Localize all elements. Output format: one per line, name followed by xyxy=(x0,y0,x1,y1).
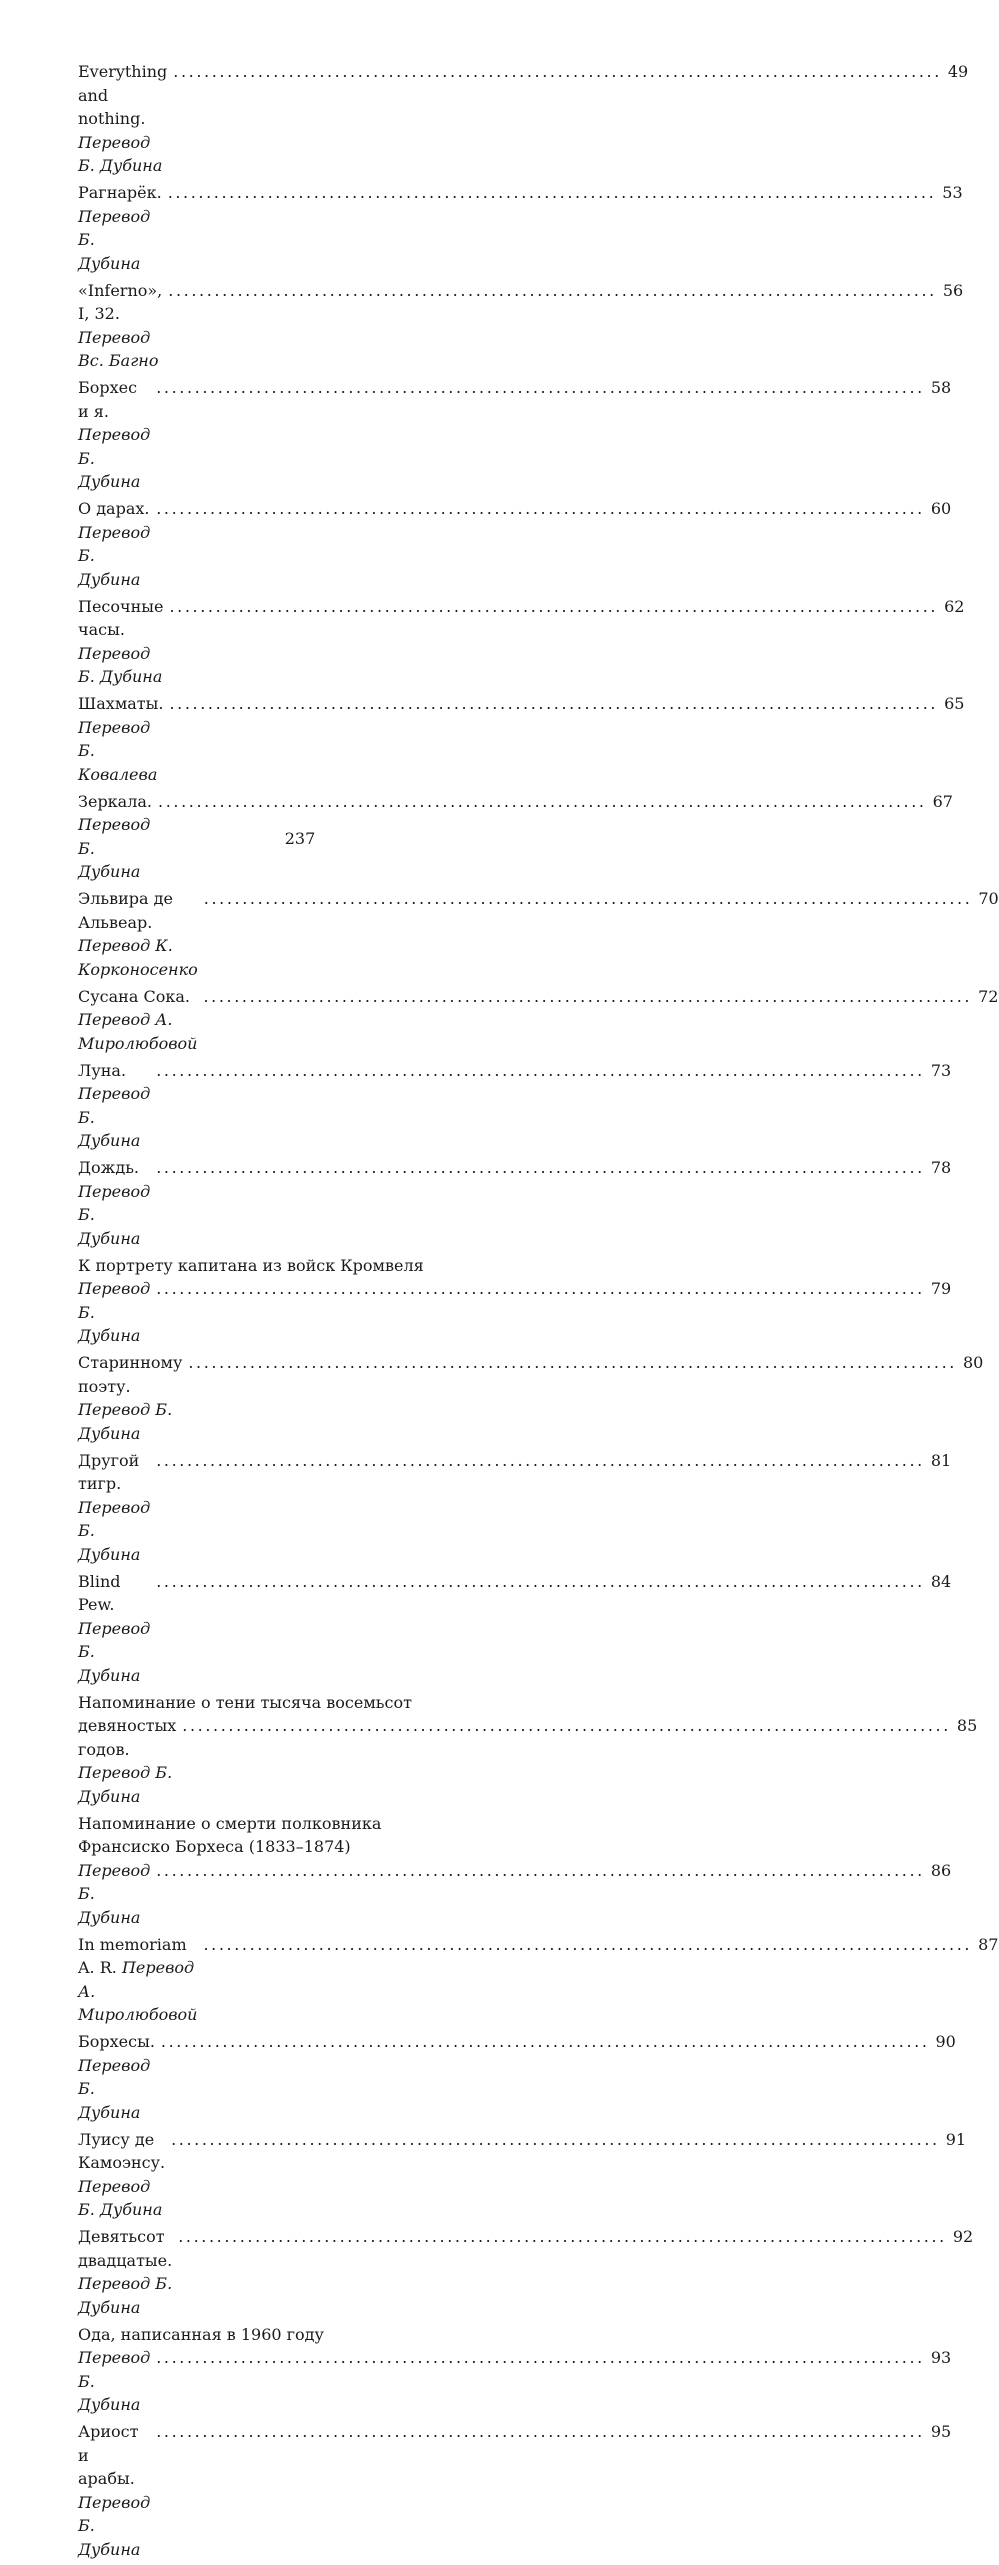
toc-entry-title: Эльвира де Альвеар. xyxy=(78,889,173,932)
toc-entry-title: Everything and nothing. xyxy=(78,62,168,128)
toc-entry-translator: Перевод Б. Дубина xyxy=(78,1860,151,1927)
dot-leader: .................................................................................................... xyxy=(169,596,939,616)
toc-entry-title: Песочные часы. xyxy=(78,596,164,639)
toc-entry-title: девяностых годов. xyxy=(78,1716,177,1759)
toc-entry-title: Зеркала. xyxy=(78,791,153,811)
toc-entry-page: 53 xyxy=(942,183,963,202)
dot-leader: .................................................................................................... xyxy=(203,986,973,1006)
toc-entry-page: 73 xyxy=(930,1060,952,1080)
toc-entry-translator: Перевод Б. Дубина xyxy=(78,132,163,175)
toc-entry-line xyxy=(78,595,965,689)
toc-entry-page: 58 xyxy=(930,378,952,397)
toc-entry-translator: Перевод Б. Дубина xyxy=(78,1497,151,1564)
table-of-contents xyxy=(78,60,999,2565)
toc-entry-title: Дождь. xyxy=(78,1158,140,1177)
toc-entry-translator: Перевод Б. Дубина xyxy=(78,1763,173,1806)
toc-entry-page: 70 xyxy=(978,889,999,908)
toc-entry-text xyxy=(78,376,150,494)
toc-entry-line xyxy=(78,692,965,786)
toc-entry xyxy=(78,2420,952,2561)
toc-entry-text xyxy=(78,181,162,275)
toc-entry xyxy=(78,1059,952,1153)
toc-entry-text xyxy=(78,1570,150,1688)
toc-entry xyxy=(78,2323,952,2417)
toc-entry-title: Шахматы. xyxy=(78,694,164,713)
toc-entry-page: 72 xyxy=(978,986,999,1006)
toc-entry-line xyxy=(78,2128,967,2222)
toc-entry-translator: Перевод Б. Дубина xyxy=(78,1181,151,1248)
toc-entry xyxy=(78,985,999,1056)
dot-leader: .................................................................................................... xyxy=(156,1450,925,1470)
toc-entry xyxy=(78,595,965,689)
toc-entry-translator: Перевод Б. Дубина xyxy=(78,1279,151,1345)
toc-entry-translator: Перевод Б. Дубина xyxy=(78,2274,173,2317)
toc-entry-page: 62 xyxy=(944,596,965,616)
toc-entry-line xyxy=(78,1933,999,2027)
dot-leader: .................................................................................................... xyxy=(178,2227,947,2246)
toc-entry-translator: Перевод Б. Дубина xyxy=(78,815,151,881)
toc-entry-text xyxy=(78,2128,165,2222)
toc-entry-title: Луна. xyxy=(78,1060,127,1080)
toc-entry-page: 84 xyxy=(930,1571,952,1591)
toc-entry xyxy=(78,279,964,373)
toc-entry xyxy=(78,60,969,178)
toc-entry-text xyxy=(78,1449,150,1567)
toc-entry xyxy=(78,692,965,786)
toc-entry xyxy=(78,497,952,591)
toc-entry-page: 79 xyxy=(930,1279,952,1298)
toc-entry-translator: Перевод Б. Дубина xyxy=(78,522,151,589)
toc-entry-text xyxy=(78,1933,197,2027)
toc-entry-translator: Перевод А. Миролюбовой xyxy=(78,1010,198,1053)
toc-entry-line xyxy=(78,2346,952,2417)
toc-entry-translator: Перевод Б. Ковалева xyxy=(78,717,158,784)
dot-leader: .................................................................................................... xyxy=(203,1934,973,1954)
dot-leader: .................................................................................................... xyxy=(167,183,937,202)
toc-entry-translator: Перевод Б. Дубина xyxy=(78,2176,163,2219)
toc-entry xyxy=(78,376,952,494)
toc-entry xyxy=(78,1812,952,1930)
toc-entry xyxy=(78,887,999,981)
dot-leader: .................................................................................................... xyxy=(160,2032,930,2051)
toc-entry-title: Старинному поэту. xyxy=(78,1353,183,1396)
toc-entry-title: Борхесы. xyxy=(78,2032,155,2051)
toc-entry-translator: Перевод Б. Дубина xyxy=(78,1400,173,1443)
toc-entry-text xyxy=(78,2225,172,2319)
toc-entry-text xyxy=(78,279,162,373)
toc-entry xyxy=(78,2030,956,2124)
toc-entry xyxy=(78,2225,974,2319)
toc-entry-line xyxy=(78,1859,952,1930)
toc-entry-translator: Перевод Б. Дубина xyxy=(78,643,163,686)
toc-entry-page: 85 xyxy=(956,1716,978,1735)
toc-entry-line xyxy=(78,1156,952,1250)
toc-entry-translator: Перевод Б. Дубина xyxy=(78,1084,151,1150)
toc-entry-text xyxy=(78,692,163,786)
toc-entry-page: 95 xyxy=(930,2422,952,2441)
toc-entry-title-line: Напоминание о тени тысяча восемьсот xyxy=(78,1692,412,1712)
toc-entry-line xyxy=(78,60,969,178)
toc-entry-line xyxy=(78,2420,952,2561)
toc-entry-line xyxy=(78,887,999,981)
dot-leader: .................................................................................................... xyxy=(156,1571,925,1591)
toc-entry-text xyxy=(78,1351,182,1445)
toc-entry-page: 60 xyxy=(930,499,952,518)
toc-entry-title: Другой тигр. xyxy=(78,1450,140,1493)
dot-leader: .................................................................................................... xyxy=(168,280,937,300)
toc-entry-page: 65 xyxy=(944,694,965,713)
dot-leader: .................................................................................................... xyxy=(156,2422,925,2441)
toc-entry-translator: Перевод Б. Дубина xyxy=(78,2492,151,2559)
toc-entry-line xyxy=(78,1059,952,1153)
dot-leader: .................................................................................................... xyxy=(156,378,925,397)
toc-entry-title-line: К портрету капитана из войск Кромвеля xyxy=(78,1255,424,1275)
toc-entry-title: Борхес и я. xyxy=(78,378,138,421)
toc-entry-text xyxy=(78,1859,150,1930)
toc-entry xyxy=(78,1156,952,1250)
toc-entry-title: Сусана Сока. xyxy=(78,986,190,1006)
toc-entry-text xyxy=(78,2420,150,2561)
dot-leader: .................................................................................................... xyxy=(156,2348,925,2367)
dot-leader: .................................................................................................... xyxy=(171,2129,940,2149)
toc-entry-line xyxy=(78,1449,952,1567)
toc-entry xyxy=(78,1933,999,2027)
toc-entry-page: 92 xyxy=(952,2227,974,2246)
toc-entry xyxy=(78,1449,952,1567)
toc-entry-text xyxy=(78,985,197,1056)
toc-entry-line xyxy=(78,985,999,1056)
toc-entry-translator: Перевод К. Корконосенко xyxy=(78,936,198,979)
toc-entry-title: Рагнарёк. xyxy=(78,183,162,202)
toc-entry-page: 80 xyxy=(962,1353,984,1372)
toc-entry xyxy=(78,1691,978,1809)
dot-leader: .................................................................................................... xyxy=(156,1158,925,1177)
toc-entry-page: 56 xyxy=(942,280,964,300)
dot-leader: .................................................................................................... xyxy=(169,694,939,713)
toc-entry-page: 86 xyxy=(930,1860,952,1880)
toc-entry-line xyxy=(78,497,952,591)
dot-leader: .................................................................................................... xyxy=(156,1860,925,1880)
toc-entry-translator: Перевод Б. Дубина xyxy=(78,425,151,491)
toc-entry-title-line: Франсиско Борхеса (1833–1874) xyxy=(78,1837,351,1856)
toc-entry-line xyxy=(78,1570,952,1688)
toc-entry-title-line: Ода, написанная в 1960 году xyxy=(78,2324,324,2344)
page-number: 237 xyxy=(284,829,316,848)
toc-entry-text xyxy=(78,1714,176,1808)
toc-entry-translator: Перевод Б. Дубина xyxy=(78,2055,151,2122)
toc-entry-line xyxy=(78,2030,956,2124)
toc-entry-title: «Inferno», I, 32. xyxy=(78,280,163,323)
dot-leader: .................................................................................................... xyxy=(188,1353,957,1372)
toc-entry xyxy=(78,181,963,275)
toc-entry xyxy=(78,1351,984,1445)
toc-entry-page: 87 xyxy=(978,1934,999,1954)
toc-entry-text xyxy=(78,1059,150,1153)
toc-entry-text xyxy=(78,1156,150,1250)
toc-entry-title: Ариост и арабы. xyxy=(78,2422,139,2488)
toc-entry-text xyxy=(78,595,163,689)
dot-leader: .................................................................................................... xyxy=(158,791,927,811)
toc-entry-line xyxy=(78,1277,952,1348)
toc-entry-page: 67 xyxy=(932,791,953,811)
toc-entry-title: Девятьсот двадцатые. xyxy=(78,2227,173,2270)
toc-entry-translator: Перевод А. Миролюбовой xyxy=(78,1958,198,2024)
toc-entry-line xyxy=(78,1351,984,1445)
toc-entry-text xyxy=(78,60,167,178)
dot-leader: .................................................................................................... xyxy=(156,1060,925,1080)
toc-entry-translator: Перевод Вс. Багно xyxy=(78,327,159,370)
toc-entry-title: О дарах. xyxy=(78,499,150,518)
toc-entry xyxy=(78,1254,952,1348)
toc-entry-text xyxy=(78,1277,150,1348)
toc-entry-page: 93 xyxy=(930,2348,952,2367)
dot-leader: .................................................................................................... xyxy=(203,889,973,908)
dot-leader: .................................................................................................... xyxy=(156,499,925,518)
dot-leader: .................................................................................................... xyxy=(182,1716,951,1735)
toc-entry-translator: Перевод Б. Дубина xyxy=(78,2348,151,2414)
dot-leader: .................................................................................................... xyxy=(156,1279,925,1298)
toc-entry-text xyxy=(78,887,198,981)
dot-leader: .................................................................................................... xyxy=(173,62,942,81)
toc-entry-page: 91 xyxy=(945,2129,967,2149)
toc-entry-line xyxy=(78,279,964,373)
toc-entry xyxy=(78,2128,967,2222)
toc-entry-translator: Перевод Б. Дубина xyxy=(78,1618,151,1685)
toc-entry-text xyxy=(78,2346,150,2417)
toc-entry-line xyxy=(78,2225,974,2319)
toc-entry-page: 49 xyxy=(947,62,969,81)
toc-entry-line xyxy=(78,181,963,275)
toc-entry-title: In memoriam A. R. xyxy=(78,1934,187,1977)
toc-entry-page: 81 xyxy=(930,1450,952,1470)
toc-entry-title: Луису де Камоэнсу. xyxy=(78,2129,166,2172)
toc-entry xyxy=(78,1570,952,1688)
toc-entry-title-line: Напоминание о смерти полковника xyxy=(78,1813,382,1833)
toc-entry-text xyxy=(78,497,150,591)
toc-entry-text xyxy=(78,2030,155,2124)
toc-entry-page: 90 xyxy=(935,2032,956,2051)
toc-entry-page: 78 xyxy=(930,1158,952,1177)
toc-entry-translator: Перевод Б. Дубина xyxy=(78,206,151,273)
toc-entry-line xyxy=(78,376,952,494)
toc-entry-line xyxy=(78,1714,978,1808)
toc-entry-title: Blind Pew. xyxy=(78,1571,121,1614)
